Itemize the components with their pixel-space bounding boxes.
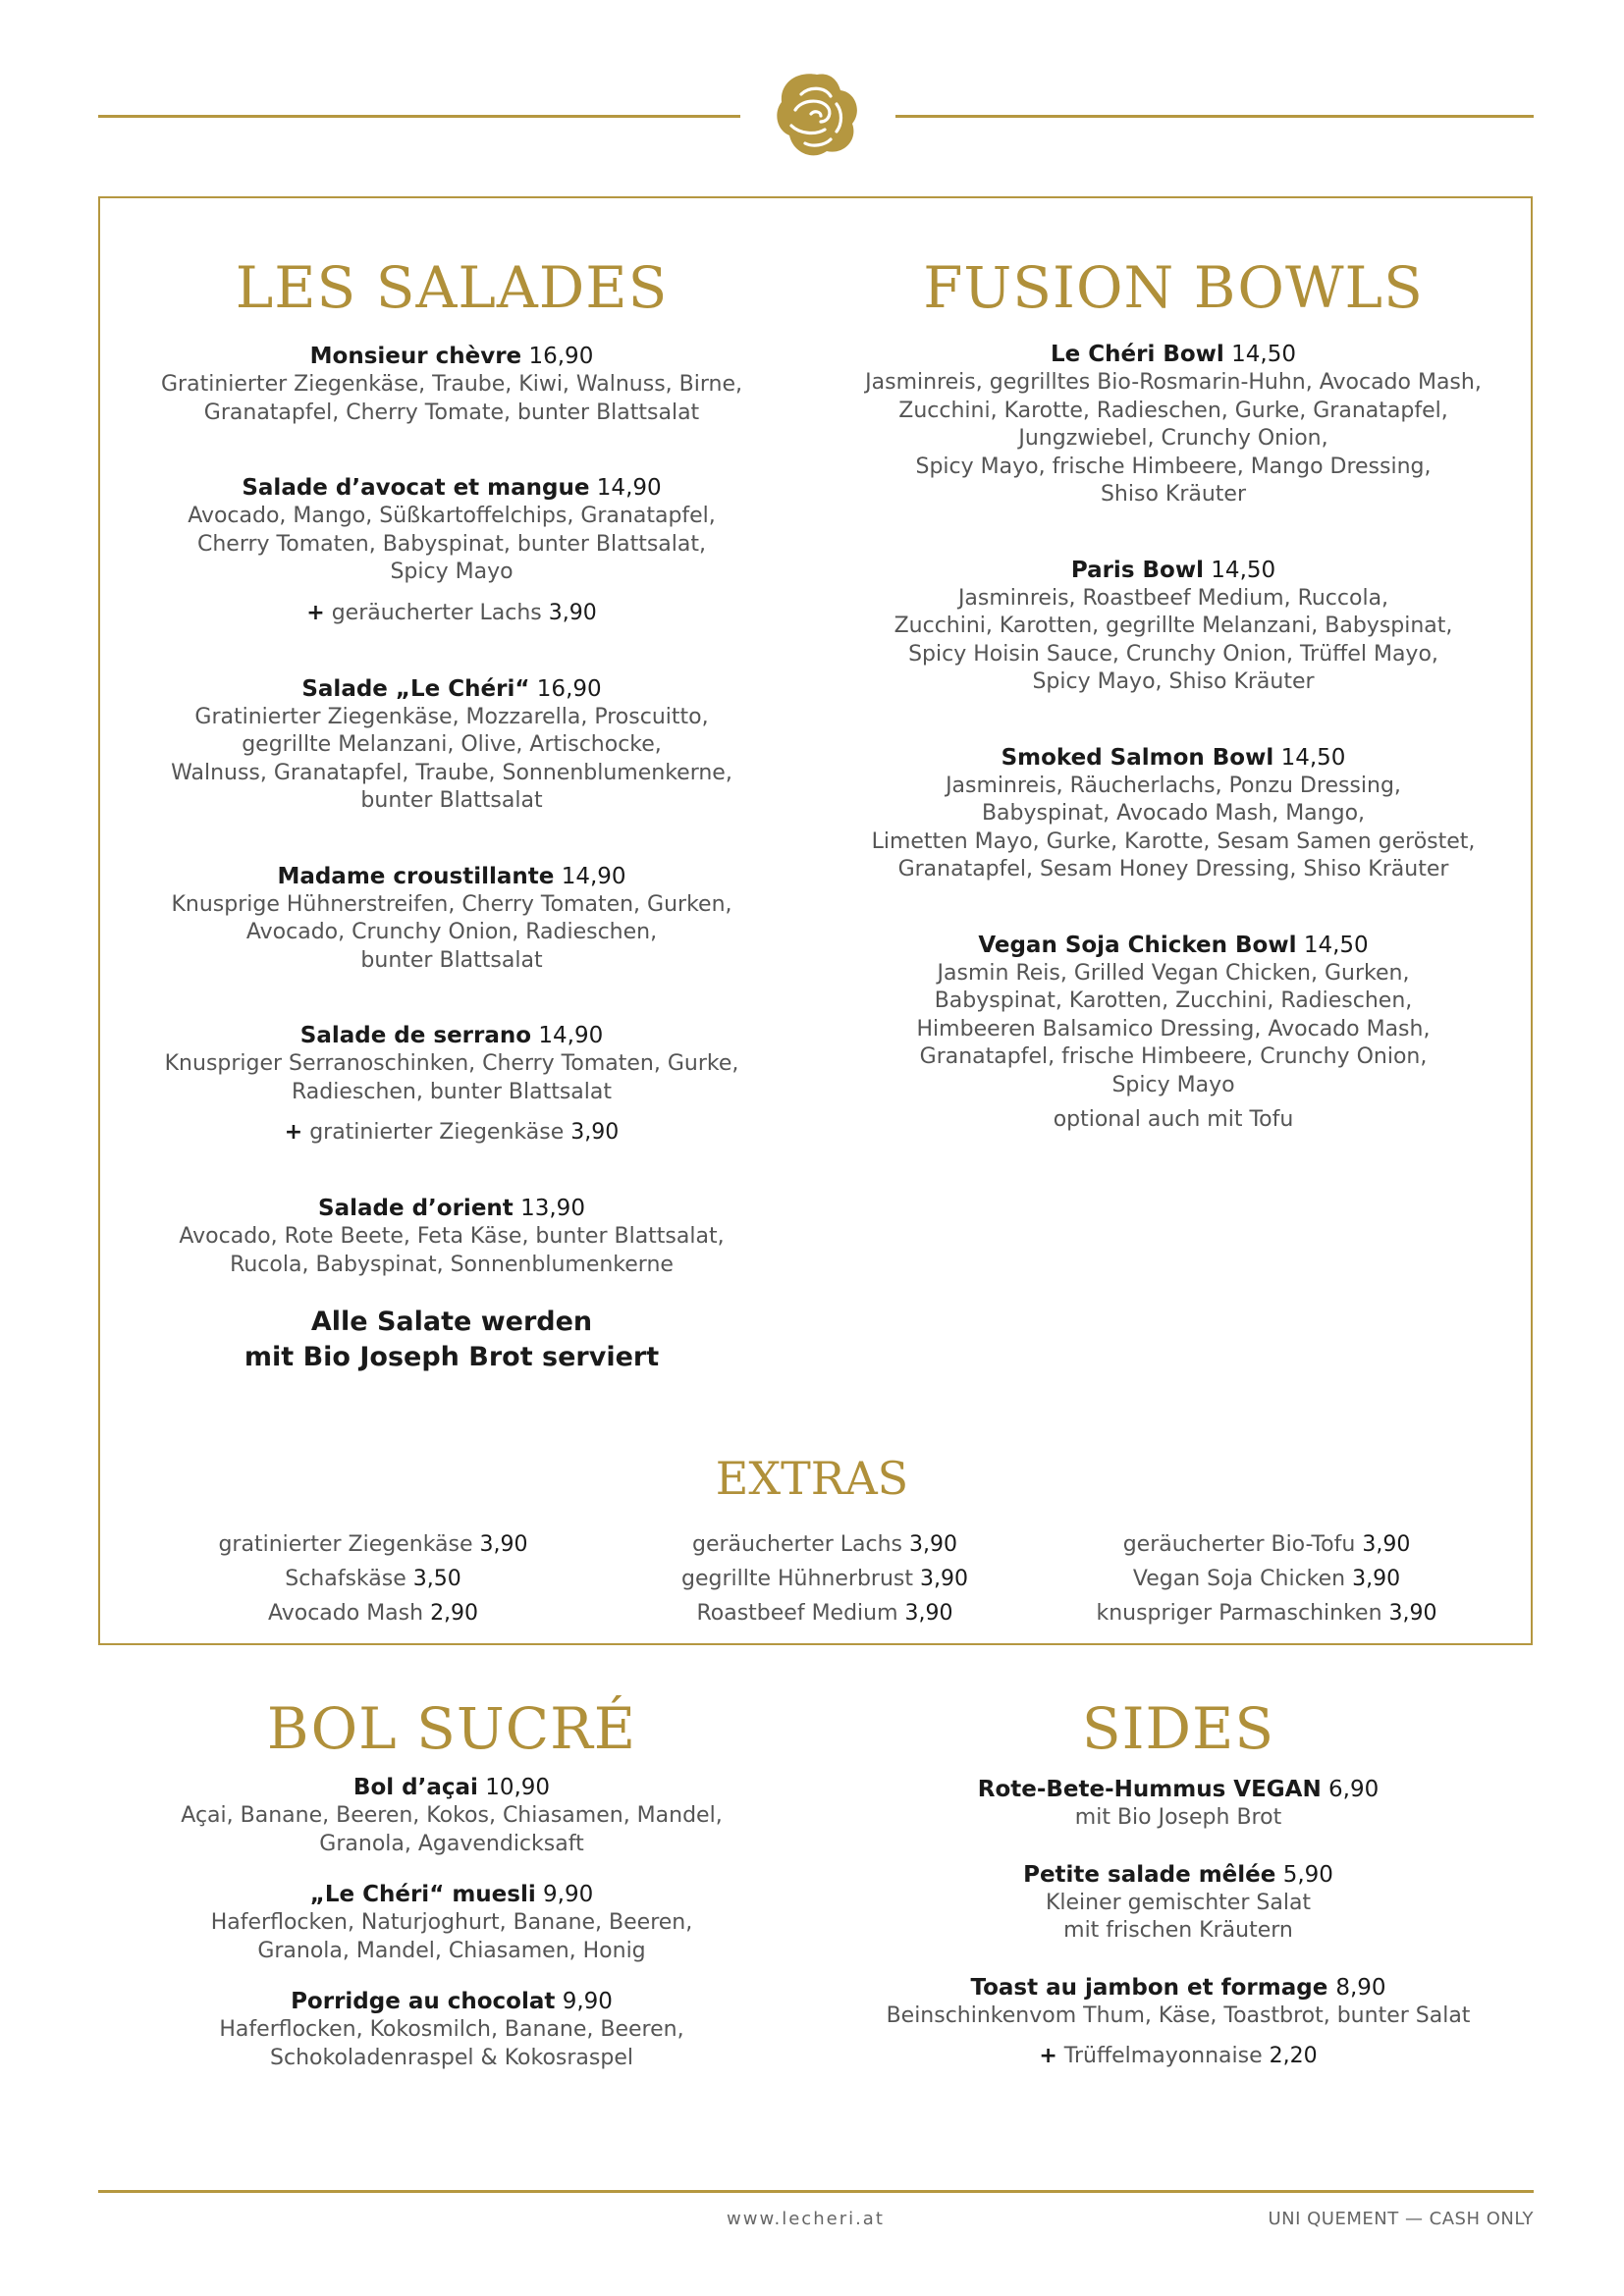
item-title <box>128 674 776 704</box>
item-title <box>128 1987 776 2016</box>
item-name: Paris Bowl <box>1070 557 1204 583</box>
menu-item <box>854 1775 1502 1833</box>
item-description: Himbeeren Balsamico Dressing, Avocado Mash, <box>916 1016 1431 1041</box>
item-title <box>128 1880 776 1909</box>
item-description: mit frischen Kräutern <box>1063 1918 1293 1943</box>
payment-note: UNI QUEMENT — CASH ONLY <box>1268 2209 1534 2229</box>
extras-label: geräucherter Bio-Tofu <box>1122 1532 1356 1557</box>
item-description: Radieschen, bunter Blattsalat <box>291 1079 612 1104</box>
menu-item <box>128 1773 776 1858</box>
item-price: 6,90 <box>1328 1777 1380 1802</box>
item-price: 14,90 <box>596 475 662 501</box>
item-title <box>844 743 1502 773</box>
plus-icon: + <box>1039 2044 1057 2068</box>
menu-item <box>128 1987 776 2072</box>
item-description: Avocado, Crunchy Onion, Radieschen, <box>245 920 658 944</box>
item-name: Bol d’açai <box>352 1775 478 1800</box>
item-price: 14,50 <box>1280 744 1346 771</box>
extras-price: 3,90 <box>904 1601 953 1626</box>
menu-item <box>844 556 1502 697</box>
extras-column <box>177 1527 569 1630</box>
item-price: 10,90 <box>485 1775 551 1800</box>
item-name: Salade de serrano <box>299 1023 532 1048</box>
item-description: Rucola, Babyspinat, Sonnenblumenkerne <box>230 1252 674 1277</box>
note-line-1: Alle Salate werden <box>310 1307 593 1337</box>
item-description: Limetten Mayo, Gurke, Karotte, Sesam Samen geröstet, <box>871 828 1476 854</box>
item-title <box>854 1973 1502 2002</box>
item-description: bunter Blattsalat <box>360 788 543 813</box>
extras-price: 3,50 <box>412 1567 461 1591</box>
salades-list <box>128 342 776 1279</box>
item-description: bunter Blattsalat <box>360 947 543 973</box>
item-name: Monsieur chèvre <box>309 344 522 369</box>
item-description: Cherry Tomaten, Babyspinat, bunter Blattsalat, <box>197 531 706 557</box>
item-price: 16,90 <box>528 344 594 369</box>
extras-column <box>1060 1527 1473 1630</box>
website-link[interactable]: www.lecheri.at <box>727 2209 885 2229</box>
extras-price: 3,90 <box>920 1567 968 1591</box>
menu-item <box>854 1860 1502 1946</box>
item-description: Babyspinat, Avocado Mash, Mango, <box>981 801 1366 826</box>
menu-item <box>128 1194 776 1279</box>
bol-sucre-title: BOL SUCRÉ <box>266 1695 637 1762</box>
item-title <box>854 1860 1502 1890</box>
salades-title: LES SALADES <box>235 254 669 321</box>
menu-item <box>128 862 776 976</box>
extras-title: EXTRAS <box>715 1452 909 1505</box>
extras-price: 3,90 <box>1388 1601 1437 1626</box>
extras-price: 3,90 <box>1352 1567 1401 1591</box>
item-name: Madame croustillante <box>277 863 555 889</box>
extras-item <box>628 1562 1021 1596</box>
item-name: Porridge au chocolat <box>291 1989 556 2014</box>
item-name: Toast au jambon et formage <box>970 1974 1336 2001</box>
extras-label: gratinierter Ziegenkäse <box>218 1532 473 1557</box>
item-title <box>128 862 776 891</box>
item-price: 9,90 <box>543 1882 594 1907</box>
item-name: Smoked Salmon Bowl <box>1001 744 1274 771</box>
extras-price: 3,90 <box>909 1532 957 1557</box>
item-price: 16,90 <box>536 675 602 702</box>
extras-price: 3,90 <box>1362 1532 1411 1557</box>
item-name: Petite salade mêlée <box>1023 1861 1276 1888</box>
bol-sucre-list <box>128 1773 776 2072</box>
item-name: Salade „Le Chéri“ <box>301 675 530 702</box>
item-description: Granatapfel, Sesam Honey Dressing, Shiso Kräuter <box>897 857 1449 881</box>
item-description: Spicy Mayo, Shiso Kräuter <box>1032 669 1315 694</box>
menu-item <box>844 340 1502 509</box>
salades-bread-note <box>128 1305 776 1375</box>
note-line-2: mit Bio Joseph Brot serviert <box>244 1342 660 1372</box>
menu-item <box>128 674 776 816</box>
salades-section <box>128 253 776 1375</box>
item-description: Gratinierter Ziegenkäse, Traube, Kiwi, Walnuss, Birne, <box>161 372 742 397</box>
sides-list <box>854 1775 1502 2071</box>
item-description: Granola, Mandel, Chiasamen, Honig <box>257 1938 646 1963</box>
item-description: Beinschinkenvom Thum, Käse, Toastbrot, bunter Salat <box>886 2002 1471 2028</box>
item-description: Haferflocken, Kokosmilch, Banane, Beeren, <box>219 2017 684 2042</box>
item-description: Spicy Mayo, frische Himbeere, Mango Dressing, <box>915 454 1432 479</box>
extras-item <box>177 1596 569 1630</box>
item-description: Jasminreis, Roastbeef Medium, Ruccola, <box>957 585 1389 611</box>
footer-rule <box>98 2190 1534 2193</box>
item-description: Jasminreis, Räucherlachs, Ponzu Dressing, <box>946 773 1401 798</box>
item-title <box>854 1775 1502 1804</box>
addon-label: geräucherter Lachs <box>331 600 542 625</box>
extras-column <box>628 1527 1021 1630</box>
item-name: Rote-Bete-Hummus VEGAN <box>977 1777 1322 1802</box>
item-description: Knusprige Hühnerstreifen, Cherry Tomaten, Gurken, <box>171 891 732 917</box>
item-price: 14,50 <box>1211 557 1276 583</box>
item-price: 9,90 <box>562 1989 613 2014</box>
item-addon <box>854 2042 1502 2071</box>
item-description: Haferflocken, Naturjoghurt, Banane, Beeren, <box>210 1910 693 1935</box>
item-title <box>128 342 776 371</box>
item-description: Granatapfel, frische Himbeere, Crunchy Onion, <box>919 1044 1428 1069</box>
header-rule-right <box>895 115 1534 118</box>
item-name: Salade d’avocat et mangue <box>242 475 590 501</box>
extras-item <box>628 1527 1021 1562</box>
item-description: Granola, Agavendicksaft <box>319 1831 584 1856</box>
extras-item <box>1060 1596 1473 1630</box>
item-price: 14,50 <box>1231 342 1296 367</box>
item-description: Knuspriger Serranoschinken, Cherry Tomaten, Gurke, <box>164 1051 739 1076</box>
bowls-section <box>844 253 1502 1135</box>
item-description: Zucchini, Karotte, Radieschen, Gurke, Granatapfel, <box>898 398 1448 423</box>
menu-item <box>128 342 776 427</box>
extras-label: knuspriger Parmaschinken <box>1096 1601 1382 1626</box>
addon-price: 2,20 <box>1269 2044 1318 2068</box>
item-description: Avocado, Rote Beete, Feta Käse, bunter Blattsalat, <box>179 1224 725 1249</box>
extras-price: 3,90 <box>479 1532 528 1557</box>
sides-section <box>854 1694 1502 2071</box>
item-price: 14,50 <box>1303 932 1369 958</box>
item-addon <box>128 599 776 628</box>
item-description: Babyspinat, Karotten, Zucchini, Radieschen, <box>934 988 1413 1013</box>
extras-item <box>1060 1562 1473 1596</box>
addon-label: gratinierter Ziegenkäse <box>309 1120 565 1145</box>
item-description: Jungzwiebel, Crunchy Onion, <box>1018 426 1328 451</box>
item-title <box>128 473 776 503</box>
menu-item <box>128 1880 776 1965</box>
item-price: 5,90 <box>1282 1861 1333 1888</box>
item-description: Jasmin Reis, Grilled Vegan Chicken, Gurken, <box>937 960 1410 986</box>
item-name: „Le Chéri“ muesli <box>309 1882 536 1907</box>
item-description: Spicy Mayo <box>1111 1072 1235 1097</box>
extras-item <box>177 1527 569 1562</box>
item-description: Schokoladenraspel & Kokosraspel <box>270 2045 633 2070</box>
item-description: Zucchini, Karotten, gegrillte Melanzani, Babyspinat, <box>893 614 1453 638</box>
bol-sucre-section <box>128 1694 776 2072</box>
item-name: Vegan Soja Chicken Bowl <box>978 932 1297 958</box>
item-title <box>128 1773 776 1802</box>
addon-label: Trüffelmayonnaise <box>1063 2044 1263 2068</box>
bowls-title: FUSION BOWLS <box>923 254 1424 321</box>
item-price: 8,90 <box>1335 1974 1386 2001</box>
menu-item <box>844 743 1502 884</box>
extras-label: Vegan Soja Chicken <box>1132 1567 1346 1591</box>
extras-label: Avocado Mash <box>267 1601 424 1626</box>
extras-label: gegrillte Hühnerbrust <box>681 1567 913 1591</box>
addon-price: 3,90 <box>548 600 597 625</box>
header-rule-left <box>98 115 740 118</box>
item-note: optional auch mit Tofu <box>1053 1107 1294 1132</box>
item-name: Le Chéri Bowl <box>1051 342 1224 367</box>
item-description: mit Bio Joseph Brot <box>1074 1805 1282 1830</box>
item-title <box>844 931 1502 960</box>
item-description: Walnuss, Granatapfel, Traube, Sonnenblumenkerne, <box>171 760 732 785</box>
plus-icon: + <box>284 1120 303 1145</box>
item-price: 13,90 <box>520 1196 585 1221</box>
item-name: Salade d’orient <box>318 1196 514 1221</box>
item-description: Jasminreis, gegrilltes Bio-Rosmarin-Huhn, Avocado Mash, <box>865 370 1482 395</box>
item-description: Spicy Mayo <box>390 560 514 584</box>
menu-item <box>128 1021 776 1148</box>
extras-price: 2,90 <box>430 1601 479 1626</box>
sides-title: SIDES <box>1081 1695 1275 1762</box>
extras-label: geräucherter Lachs <box>691 1532 903 1557</box>
rose-logo-icon <box>768 65 866 167</box>
plus-icon: + <box>306 600 325 625</box>
item-addon <box>128 1118 776 1148</box>
menu-item <box>854 1973 1502 2072</box>
item-description: Gratinierter Ziegenkäse, Mozzarella, Proscuitto, <box>194 704 709 729</box>
menu-item <box>128 473 776 628</box>
extras-item <box>1060 1527 1473 1562</box>
addon-price: 3,90 <box>570 1120 620 1145</box>
item-title <box>128 1194 776 1223</box>
item-description: Açai, Banane, Beeren, Kokos, Chiasamen, Mandel, <box>181 1803 723 1828</box>
item-description: gegrillte Melanzani, Olive, Artischocke, <box>242 732 662 757</box>
menu-item <box>844 931 1502 1136</box>
extras-item <box>628 1596 1021 1630</box>
extras-label: Roastbeef Medium <box>696 1601 898 1626</box>
item-title <box>844 556 1502 585</box>
item-title <box>844 340 1502 369</box>
item-description: Kleiner gemischter Salat <box>1045 1890 1312 1915</box>
item-description: Granatapfel, Cherry Tomate, bunter Blattsalat <box>203 400 700 425</box>
extras-label: Schafskäse <box>285 1567 406 1591</box>
item-price: 14,90 <box>561 863 626 889</box>
item-price: 14,90 <box>538 1023 604 1048</box>
item-description: Avocado, Mango, Süßkartoffelchips, Granatapfel, <box>188 504 716 528</box>
extras-item <box>177 1562 569 1596</box>
item-description: Shiso Kräuter <box>1100 482 1247 507</box>
bowls-list <box>844 340 1502 1135</box>
item-title <box>128 1021 776 1050</box>
item-description: Spicy Hoisin Sauce, Crunchy Onion, Trüffel Mayo, <box>908 641 1438 667</box>
